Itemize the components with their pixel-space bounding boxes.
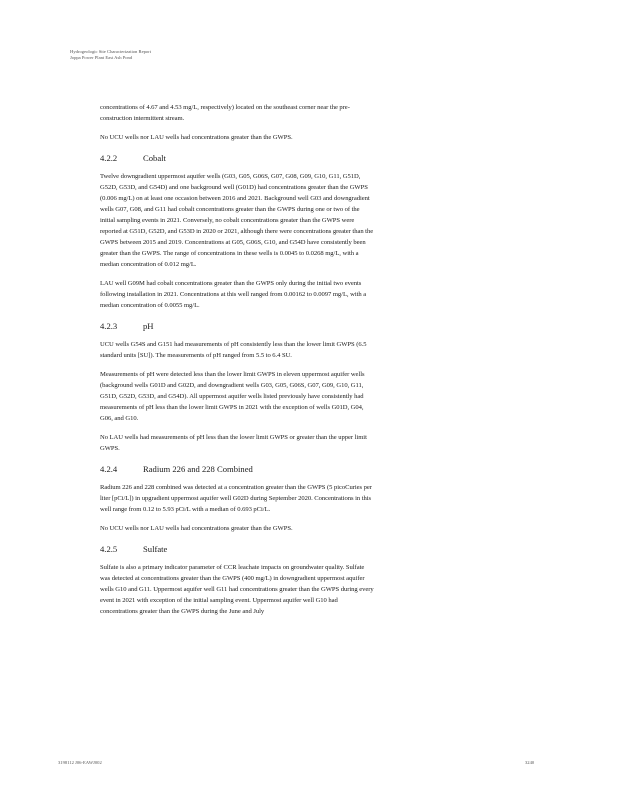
paragraph: No UCU wells nor LAU wells had concentrations greater than the GWPS.: [100, 134, 293, 141]
paragraph: concentrations of 4.67 and 4.53 mg/L, respectively) located on the southeast corner near the pre-construction intermittent stream.: [100, 104, 350, 122]
section-heading-radium: [100, 464, 375, 475]
document-body: [100, 102, 375, 617]
paragraph: Measurements of pH were detected less than the lower limit GWPS in eleven uppermost aquifer wells (background wells G01D and G02D, and downgradient wells G03, G05, G06S, G07, G09, G10, G11, G51D, G52D, G53D, and G54D). All uppermost aquifer wells listed previously have consistently had measurements of pH less than the lower limit GWPS in 2021 with the exception of wells G01D, G04, G06, and G10.: [100, 371, 365, 422]
section-title: pH: [143, 321, 154, 331]
paragraph: No UCU wells nor LAU wells had concentrations greater than the GWPS.: [100, 525, 293, 532]
section-number: 4.2.3: [100, 321, 118, 331]
paragraph: UCU wells G54S and G151 had measurements of pH consistently less than the lower limit GWPS (6.5 standard units [SU]). The measurements of pH ranged from 5.5 to 6.4 SU.: [100, 341, 367, 359]
section-number: 4.2.4: [100, 464, 118, 474]
section-heading-sulfate: [100, 544, 375, 555]
paragraph: Twelve downgradient uppermost aquifer wells (G03, G05, G06S, G07, G08, G09, G10, G11, G51D, G52D, G53D, and G54D) and one background well (G01D) had concentrations greater than the GWPS (0.006 mg/L) on at least one occasion between 2016 and 2021. Background well G03 and downgradient wells G07, G08, and G11 had cobalt concentrations greater than the GWPS during one or two of the initial sampling events in 2021. Conversely, no cobalt concentrations greater than the GWPS were reported at G51D, G52D, and G53D in 2020 or 2021, although there were concentrations greater than the GWPS between 2015 and 2019. Concentrations at G05, G06S, G10, and G54D have consistently been greater than the GWPS. The range of concentrations in these wells is 0.0045 to 0.0268 mg/L, with a median concentration of 0.012 mg/L.: [100, 173, 374, 268]
footer-document-id: 3198112 J06-EAWJ002: [58, 760, 102, 765]
running-header: [70, 49, 151, 61]
paragraph: Sulfate is also a primary indicator parameter of CCR leachate impacts on groundwater quality. Sulfate was detected at concentrations greater than the GWPS (400 mg/L) in downgradient uppermost aquifer wells G10 and G11. Uppermost aquifer well G11 had concentrations greater than the GWPS during every event in 2021 with exception of the initial sampling event. Uppermost aquifer well G10 had concentrations greater than the GWPS during the June and July: [100, 564, 374, 615]
paragraph: Radium 226 and 228 combined was detected at a concentration greater than the GWPS (5 picoCuries per liter [pCi/L]) in upgradient uppermost aquifer well G02D during September 2020. Concentrations in this well range from 0.12 to 5.93 pCi/L with a median of 0.693 pCi/L.: [100, 484, 372, 513]
header-line-1: Hydrogeologic Site Characterization Report: [70, 49, 152, 54]
section-heading-cobalt: [100, 153, 375, 164]
section-number: 4.2.5: [100, 544, 118, 554]
paragraph: LAU well G09M had cobalt concentrations greater than the GWPS only during the initial two events following installation in 2021. Concentrations at this well ranged from 0.00162 to 0.0097 mg/L, with a median concentration of 0.0055 mg/L.: [100, 280, 367, 309]
section-number: 4.2.2: [100, 153, 118, 163]
section-title: Cobalt: [143, 153, 166, 163]
section-title: Sulfate: [143, 544, 168, 554]
section-heading-ph: [100, 321, 375, 332]
section-title: Radium 226 and 228 Combined: [143, 464, 253, 474]
page-number: 3240: [525, 760, 535, 765]
paragraph: No LAU wells had measurements of pH less than the lower limit GWPS or greater than the upper limit GWPS.: [100, 434, 367, 452]
header-line-2: Joppa Power Plant East Ash Pond: [70, 55, 133, 60]
